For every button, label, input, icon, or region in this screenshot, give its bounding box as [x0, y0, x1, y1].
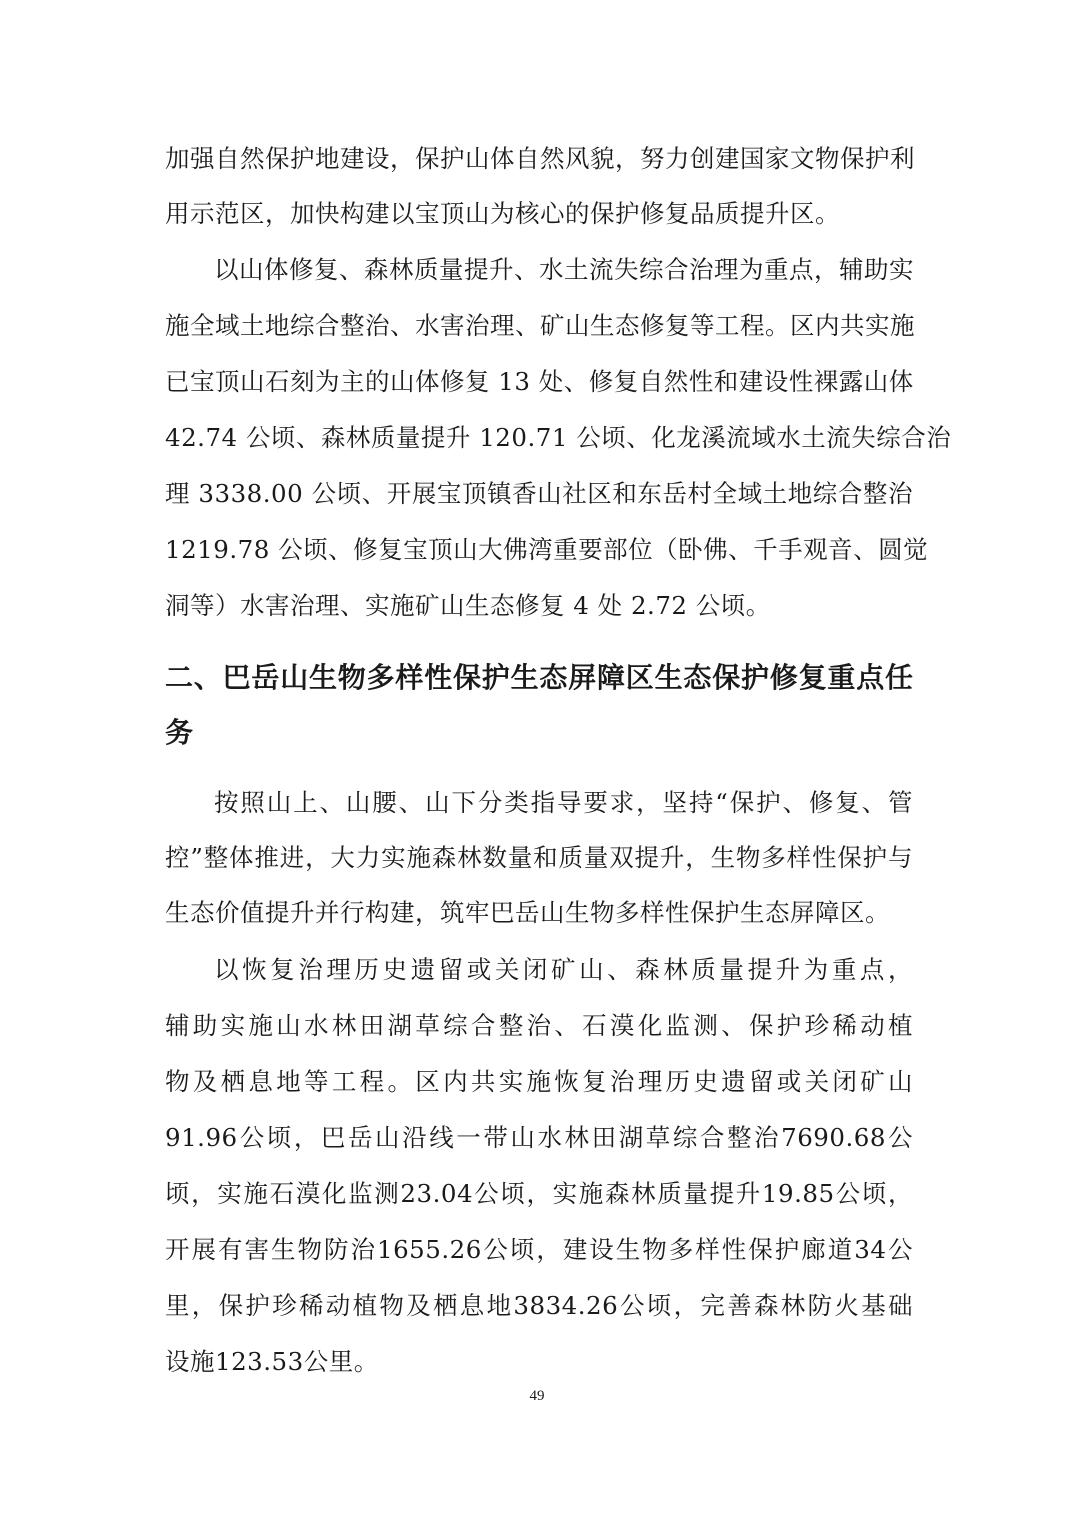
paragraph4-line: 辅助实施山水林田湖草综合整治、石漠化监测、保护珍稀动植	[165, 1011, 913, 1040]
paragraph4-line: 里，保护珍稀动植物及栖息地3834.26公顷，完善森林防火基础	[165, 1291, 913, 1320]
paragraph4-line: 顷，实施石漠化监测23.04公顷，实施森林质量提升19.85公顷，	[165, 1179, 913, 1208]
paragraph3-line: 按照山上、山腰、山下分类指导要求，坚持“保护、修复、管	[214, 788, 913, 817]
paragraph2-line: 洞等）水害治理、实施矿山生态修复 4 处 2.72 公顷。	[165, 591, 771, 620]
paragraph3-line: 控”整体推进，大力实施森林数量和质量双提升，生物多样性保护与	[165, 843, 913, 872]
page-number: 49	[529, 1388, 545, 1404]
paragraph4-line: 设施123.53公里。	[165, 1347, 379, 1376]
paragraph4-line: 开展有害生物防治1655.26公顷，建设生物多样性保护廊道34公	[165, 1235, 913, 1264]
paragraph4-line: 91.96公顷，巴岳山沿线一带山水林田湖草综合整治7690.68公	[165, 1123, 913, 1152]
paragraph2-line: 42.74 公顷、森林质量提升 120.71 公顷、化龙溪流域水土流失综合治	[165, 423, 952, 452]
paragraph1-line: 用示范区，加快构建以宝顶山为核心的保护修复品质提升区。	[165, 199, 840, 228]
paragraph4-line: 以恢复治理历史遗留或关闭矿山、森林质量提升为重点，	[214, 955, 913, 984]
section-heading: 二、巴岳山生物多样性保护生态屏障区生态保护修复重点任	[165, 661, 913, 694]
paragraph2-line: 施全域土地综合整治、水害治理、矿山生态修复等工程。区内共实施	[165, 311, 915, 340]
section-heading: 务	[165, 716, 194, 749]
paragraph2-line: 理 3338.00 公顷、开展宝顶镇香山社区和东岳村全域土地综合整治	[165, 479, 913, 508]
paragraph1-line: 加强自然保护地建设，保护山体自然风貌，努力创建国家文物保护利	[165, 144, 915, 173]
paragraph3-line: 生态价值提升并行构建，筑牢巴岳山生物多样性保护生态屏障区。	[165, 898, 890, 927]
paragraph2-line: 以山体修复、森林质量提升、水土流失综合治理为重点，辅助实	[214, 255, 914, 284]
paragraph2-line: 1219.78 公顷、修复宝顶山大佛湾重要部位（卧佛、千手观音、圆觉	[165, 535, 929, 564]
paragraph4-line: 物及栖息地等工程。区内共实施恢复治理历史遗留或关闭矿山	[165, 1067, 913, 1096]
paragraph2-line: 已宝顶山石刻为主的山体修复 13 处、修复自然性和建设性裸露山体	[165, 367, 914, 396]
